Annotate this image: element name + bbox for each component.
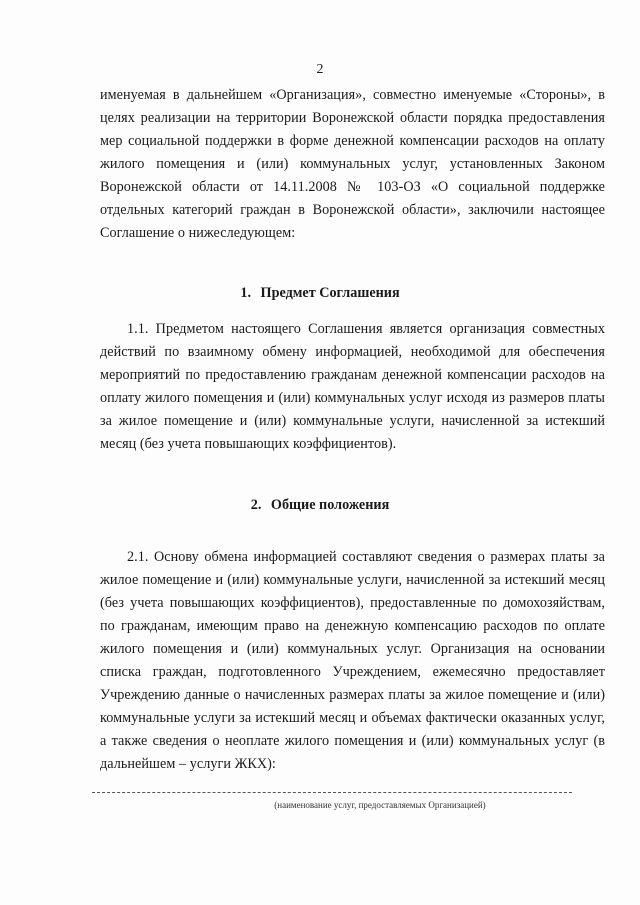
intro-paragraph: именуемая в дальнейшем «Организация», совместно именуемые «Стороны», в целях реализации на территории Воронежской области порядка предоставления мер социальной поддержки в форме денежной компенсации расходов на оплату жилого помещения и (или) коммунальных услуг, установленных Законом Воронежской области от 14.11.2008 № 103-ОЗ «О социальной поддержке отдельных категорий граждан в Воронежской области», заключили настоящее Соглашение о нижеследующем: bbox=[100, 87, 605, 241]
section-1-heading bbox=[0, 285, 640, 302]
section-2-paragraph: 2.1. Основу обмена информацией составляют сведения о размерах платы за жилое помещение и (или) коммунальные услуги, начисленной за истекший месяц (без учета повышающих коэффициентов), предоставленные по домохозяйствам, по гражданам, имеющим право на денежную компенсацию расходов по оплате жилого помещения и (или) коммунальных услуг. Организация на основании списка граждан, подготовленного Учреждением, ежемесячно предоставляет Учреждению данные о начисленных размерах платы за жилое помещение и (или) коммунальные услуги за истекший месяц и объемах фактически оказанных услуг, а также сведения о неоплате жилого помещения и (или) коммунальных услуг (в дальнейшем – услуги ЖКХ): bbox=[100, 549, 605, 772]
section-1-title: Предмет Соглашения bbox=[260, 285, 400, 301]
section-1-number: 1. bbox=[240, 285, 251, 301]
section-2-title: Общие положения bbox=[270, 497, 390, 513]
section-1-paragraph: 1.1. Предметом настоящего Соглашения является организация совместных действий по взаимному обмену информацией, необходимой для обеспечения мероприятий по предоставлению гражданам денежной компенсации расходов на оплату жилого помещения и (или) коммунальных услуг исходя из размеров платы за жилое помещение и (или) коммунальные услуги, начисленной за истекший месяц (без учета повышающих коэффициентов). bbox=[100, 321, 605, 452]
fill-in-line bbox=[92, 792, 572, 793]
fill-in-caption: (наименование услуг, предоставляемых Организацией) bbox=[274, 800, 486, 810]
section-2-heading bbox=[0, 497, 640, 514]
page-number: 2 bbox=[316, 62, 324, 77]
section-2-number: 2. bbox=[250, 497, 262, 513]
